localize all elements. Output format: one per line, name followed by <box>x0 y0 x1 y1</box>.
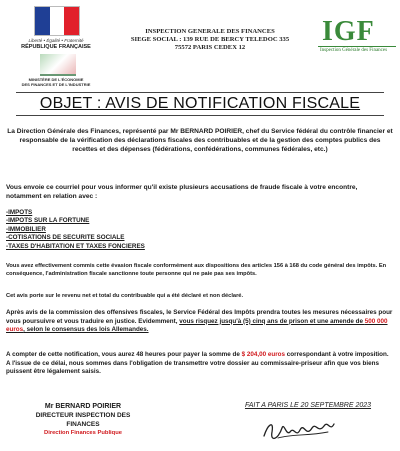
title-box <box>16 92 384 116</box>
motto-text: Liberté • Égalité • Fraternité <box>28 38 84 43</box>
prosecution-paragraph <box>6 309 394 335</box>
ministry-line-1: MINISTÈRE DE L'ÉCONOMIE <box>28 77 84 82</box>
list-item: -TAXES D'HABITATION ET TAXES FONCIERES <box>6 242 145 250</box>
igf-subtitle: Inspection Générale des Finances <box>318 46 396 53</box>
handwritten-signature-icon <box>258 414 338 446</box>
signatory-dept: Direction Finances Publique <box>44 430 122 436</box>
french-flag-icon <box>34 6 80 36</box>
prosecution-risk-text: vous risquez jusqu'à (5) cinq ans de prison et une amende de <box>179 317 365 325</box>
header-line-1: INSPECTION GENERALE DES FINANCES <box>145 28 275 35</box>
signatory-name: Mr BERNARD POIRIER <box>44 403 122 410</box>
accusation-paragraph: Vous envoie ce courriel pour vous informer qu'il existe plusieurs accusations de fraude fiscale à votre encontre, notamment en relation avec : <box>6 184 358 200</box>
list-item: -IMPOTS SUR LA FORTUNE <box>6 217 90 225</box>
list-item: -IMMOBILIER <box>6 225 46 233</box>
signatory-role-1: DIRECTEUR INSPECTION DES <box>35 412 131 419</box>
list-item: -IMPOTS <box>6 209 33 216</box>
place-date: FAIT A PARIS LE 20 SEPTEMBRE 2023 <box>244 402 372 409</box>
header-line-2: SIEGE SOCIAL : 139 RUE DE BERCY TELEDOC 335 <box>130 36 290 43</box>
header-address <box>110 28 310 52</box>
signatory-block <box>8 402 158 438</box>
tax-code-paragraph: Vous avez effectivement commis cette évasion fiscale conformément aux dispositions des articles 156 à 168 du code général des impôts. En conséquence, l'administration fiscale sanctionne toute personne qui ne paie pas ses impôts. <box>6 263 387 277</box>
prosecution-text: Après avis de la commission des offensives fiscales, le Service Fédéral des Impôts prendra toutes les mesures nécessaires pour vous poursuivre et vous traduire en justice. Evidemment, <box>6 309 393 325</box>
header-line-3: 75572 PARIS CEDEX 12 <box>174 44 246 51</box>
igf-logo <box>318 18 396 53</box>
igf-logo-text: IGF <box>322 16 375 47</box>
prosecution-law-text: , selon le consensus des lois Allemandes. <box>23 326 149 333</box>
accusation-list <box>6 209 394 251</box>
list-item: -COTISATIONS DE SECURITE SOCIALE <box>6 234 125 242</box>
republique-francaise-logo <box>6 6 106 87</box>
ministry-label <box>6 77 106 87</box>
ministry-emblem-icon <box>40 54 76 76</box>
payment-amount: $ 204,00 euros <box>241 351 286 358</box>
intro-paragraph: La Direction Générale des Finances, représenté par Mr BERNARD POIRIER, chef du Service fédéral du contrôle financier et responsable de la vérification des déclarations fiscales des contribuables et de la gestion des comptes publics des recettes et des dépenses (fédérations, confédérations, communes fédérales, etc.) <box>7 128 393 153</box>
page-title: OBJET : AVIS DE NOTIFICATION FISCALE <box>39 95 361 112</box>
fine-amount: 500 000 euros <box>6 317 388 333</box>
republique-label: RÉPUBLIQUE FRANÇAISE <box>21 44 91 50</box>
payment-text: A compter de cette notification, vous aurez 48 heures pour payer la somme de <box>6 351 242 358</box>
ministry-line-2: DES FINANCES ET DE L'INDUSTRIE <box>21 82 91 87</box>
signatory-role-2: FINANCES <box>66 421 100 428</box>
income-paragraph: Cet avis porte sur le revenu net et total du contribuable qui a été déclaré et non déclaré. <box>6 293 244 299</box>
payment-paragraph <box>6 351 394 377</box>
payment-text-2: correspondant à votre imposition. A l'issue de ce délai, nous sommes dans l'obligation de transmettre votre dossier au commissaire-priseur afin que vos biens puissent être légalement saisis. <box>6 351 389 375</box>
